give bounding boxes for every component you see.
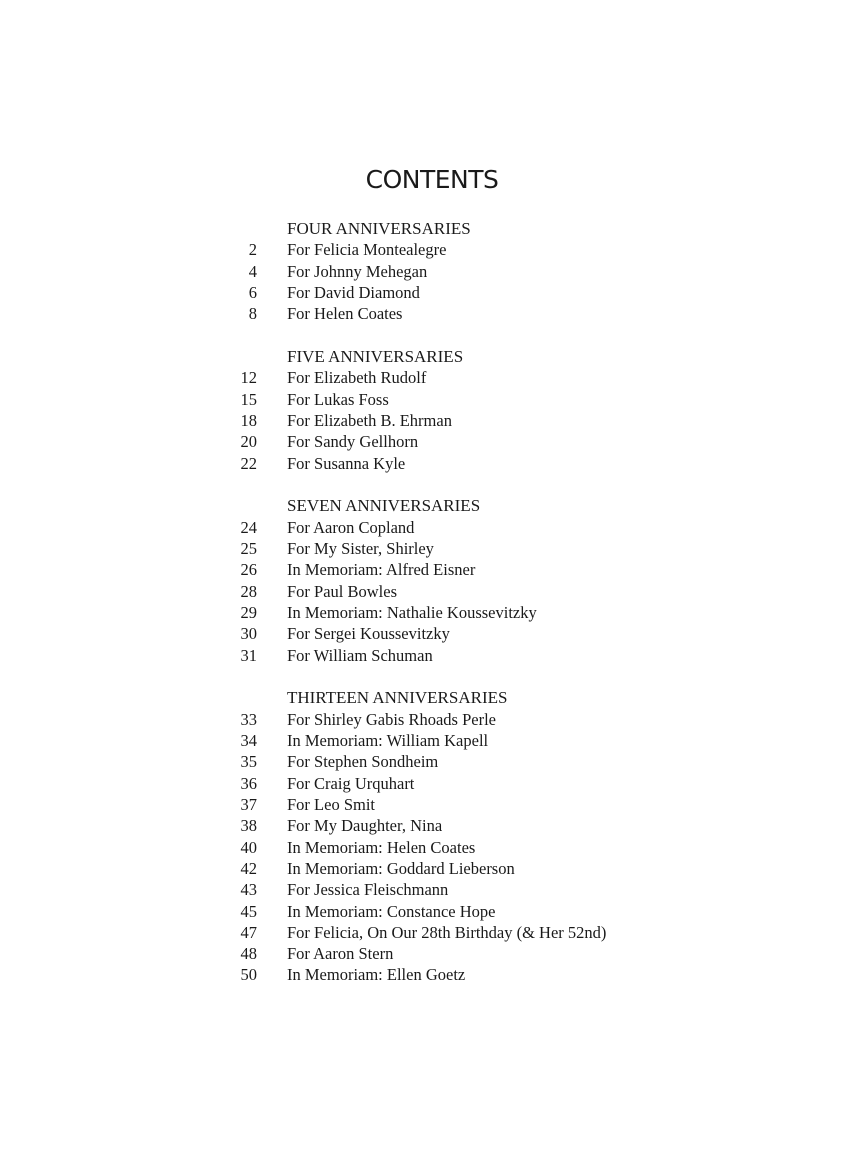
entry-title: For Felicia, On Our 28th Birthday (& Her 52nd) [287, 922, 607, 942]
toc-entry [220, 709, 606, 730]
toc-section [220, 495, 606, 666]
toc-entry [220, 303, 606, 324]
entry-title: For Elizabeth Rudolf [287, 368, 427, 388]
page-number: 45 [240, 901, 257, 921]
page-number: 42 [240, 858, 257, 878]
page-number: 38 [240, 816, 257, 836]
toc-entry [220, 794, 606, 815]
entry-title: For Sandy Gellhorn [287, 432, 419, 452]
page-number: 24 [240, 517, 257, 537]
toc-entry [220, 239, 606, 260]
toc-section [220, 218, 606, 325]
toc-entry [220, 879, 606, 900]
entry-title: For Susanna Kyle [287, 453, 406, 473]
toc-entry [220, 815, 606, 836]
page-number: 26 [240, 560, 257, 580]
page-number: 15 [240, 389, 257, 409]
toc-entry [220, 623, 606, 644]
page-number: 12 [240, 368, 257, 388]
entry-title: In Memoriam: Helen Coates [287, 837, 476, 857]
toc-entry [220, 730, 606, 751]
entry-title: For Felicia Montealegre [287, 240, 447, 260]
page-number: 37 [240, 794, 257, 814]
page-number: 48 [240, 944, 257, 964]
toc-entry [220, 943, 606, 964]
toc-entry [220, 389, 606, 410]
entry-title: For Lukas Foss [287, 389, 389, 409]
section-heading: FIVE ANNIVERSARIES [287, 346, 464, 366]
toc-entry [220, 261, 606, 282]
toc-entry [220, 858, 606, 879]
toc-entry [220, 645, 606, 666]
entry-title: For David Diamond [287, 282, 420, 302]
toc-entry [220, 751, 606, 772]
page-number: 34 [240, 730, 257, 750]
entry-title: For My Sister, Shirley [287, 538, 434, 558]
page-number: 18 [240, 410, 257, 430]
entry-title: In Memoriam: Alfred Eisner [287, 560, 476, 580]
toc-section [220, 346, 606, 474]
page-number: 6 [248, 282, 257, 302]
page-number: 4 [248, 261, 257, 281]
table-of-contents [220, 218, 606, 1007]
page-number: 31 [240, 645, 257, 665]
toc-entry [220, 410, 606, 431]
toc-entry [220, 517, 606, 538]
entry-title: In Memoriam: Nathalie Koussevitzky [287, 602, 537, 622]
page-number: 33 [240, 709, 257, 729]
entry-title: For Helen Coates [287, 304, 403, 324]
section-heading: THIRTEEN ANNIVERSARIES [287, 688, 508, 708]
toc-entry [220, 559, 606, 580]
toc-section [220, 687, 606, 986]
entry-title: For Paul Bowles [287, 581, 398, 601]
toc-entry [220, 773, 606, 794]
page-number: 25 [240, 538, 257, 558]
toc-entry [220, 964, 606, 985]
entry-title: For Sergei Koussevitzky [287, 624, 450, 644]
toc-entry [220, 922, 606, 943]
page-number: 20 [240, 432, 257, 452]
toc-entry [220, 602, 606, 623]
toc-entry [220, 367, 606, 388]
entry-title: For Craig Urquhart [287, 773, 415, 793]
entry-title: For Johnny Mehegan [287, 261, 428, 281]
section-heading: SEVEN ANNIVERSARIES [287, 496, 481, 516]
entry-title: In Memoriam: Ellen Goetz [287, 965, 466, 985]
entry-title: For Shirley Gabis Rhoads Perle [287, 709, 496, 729]
entry-title: In Memoriam: Constance Hope [287, 901, 496, 921]
page-number: 2 [248, 240, 257, 260]
toc-entry [220, 837, 606, 858]
page-title: CONTENTS [365, 164, 499, 194]
page-number: 50 [240, 965, 257, 985]
page-number: 35 [240, 752, 257, 772]
page-number: 22 [240, 453, 257, 473]
entry-title: For Aaron Copland [287, 517, 415, 537]
entry-title: For Aaron Stern [287, 944, 394, 964]
toc-entry [220, 581, 606, 602]
page-number: 36 [240, 773, 257, 793]
page-number: 47 [240, 922, 257, 942]
page-number: 40 [240, 837, 257, 857]
entry-title: In Memoriam: William Kapell [287, 730, 489, 750]
toc-entry [220, 282, 606, 303]
entry-title: For Leo Smit [287, 794, 376, 814]
toc-entry [220, 538, 606, 559]
toc-entry [220, 431, 606, 452]
entry-title: For My Daughter, Nina [287, 816, 443, 836]
page-number: 43 [240, 880, 257, 900]
entry-title: For Stephen Sondheim [287, 752, 439, 772]
page-number: 28 [240, 581, 257, 601]
toc-entry [220, 901, 606, 922]
section-heading: FOUR ANNIVERSARIES [287, 219, 471, 238]
entry-title: For Jessica Fleischmann [287, 880, 449, 900]
entry-title: For Elizabeth B. Ehrman [287, 410, 452, 430]
toc-entry [220, 453, 606, 474]
entry-title: For William Schuman [287, 645, 433, 665]
entry-title: In Memoriam: Goddard Lieberson [287, 858, 515, 878]
page-number: 29 [240, 602, 257, 622]
page-number: 8 [248, 304, 257, 324]
page-number: 30 [240, 624, 257, 644]
